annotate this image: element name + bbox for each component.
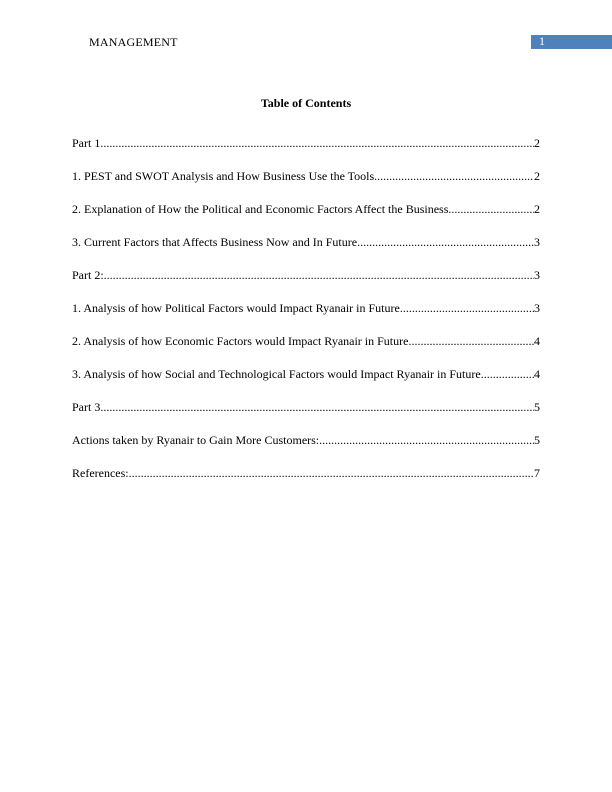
dot-leader (408, 334, 534, 348)
toc-entry-page: 2 (534, 202, 540, 216)
toc-entry-page: 5 (534, 400, 540, 414)
running-header-title: MANAGEMENT (89, 35, 178, 49)
dot-leader (448, 202, 534, 216)
toc-entry-page: 7 (534, 466, 540, 480)
toc-entry-page: 3 (534, 235, 540, 249)
toc-entry-page: 4 (534, 334, 540, 348)
toc-entry-label: Part 3 (72, 400, 101, 414)
toc-entry-page: 2 (534, 136, 540, 150)
dot-leader (400, 301, 534, 315)
toc-entry-label: References: (72, 466, 129, 480)
toc-entry[interactable] (72, 136, 540, 169)
toc-entry-label: Actions taken by Ryanair to Gain More Customers: (72, 433, 320, 447)
toc-entry-page: 3 (534, 301, 540, 315)
dot-leader (357, 235, 534, 249)
dot-leader (129, 466, 534, 480)
toc-entry-label: 2. Analysis of how Economic Factors would Impact Ryanair in Future (72, 334, 409, 348)
dot-leader (100, 400, 534, 414)
dot-leader (319, 433, 534, 447)
toc-entry-label: 3. Current Factors that Affects Business Now and In Future (72, 235, 358, 249)
table-of-contents (72, 136, 540, 499)
toc-entry-label: 1. PEST and SWOT Analysis and How Business Use the Tools (72, 169, 375, 183)
page-number: 1 (539, 34, 545, 48)
toc-entry-label: Part 2: (72, 268, 104, 282)
toc-entry[interactable] (72, 202, 540, 235)
toc-entry-label: Part 1 (72, 136, 101, 150)
toc-entry[interactable] (72, 268, 540, 301)
page-number-badge (531, 35, 612, 49)
toc-entry-page: 2 (534, 169, 540, 183)
toc-entry[interactable] (72, 301, 540, 334)
toc-entry-page: 5 (534, 433, 540, 447)
toc-entry[interactable] (72, 433, 540, 466)
toc-entry[interactable] (72, 466, 540, 499)
dot-leader (374, 169, 534, 183)
toc-entry[interactable] (72, 367, 540, 400)
toc-entry-label: 3. Analysis of how Social and Technological Factors would Impact Ryanair in Future (72, 367, 481, 381)
toc-entry[interactable] (72, 169, 540, 202)
toc-entry-label: 1. Analysis of how Political Factors would Impact Ryanair in Future (72, 301, 400, 315)
dot-leader (104, 268, 534, 282)
toc-heading: Table of Contents (260, 96, 352, 110)
toc-entry-label: 2. Explanation of How the Political and Economic Factors Affect the Business (72, 202, 449, 216)
toc-entry[interactable] (72, 400, 540, 433)
dot-leader (481, 367, 534, 381)
toc-entry-page: 3 (534, 268, 540, 282)
toc-entry-page: 4 (534, 367, 540, 381)
toc-entry[interactable] (72, 334, 540, 367)
toc-entry[interactable] (72, 235, 540, 268)
dot-leader (100, 136, 534, 150)
